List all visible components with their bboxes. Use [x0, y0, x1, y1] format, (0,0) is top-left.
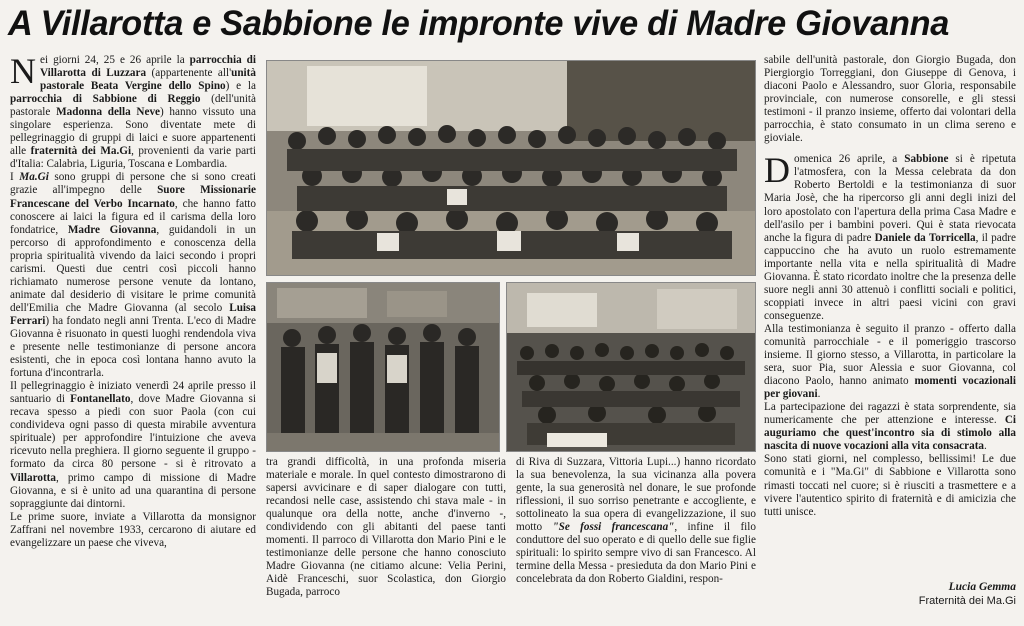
- text-run: si è ripetuta l'atmosfera, con la Messa celebrata da don Roberto Bertoldi e la testimonianza di suor Maria Josè, che ha ripercorso gli anni degli inizi del loro apostolato con l'apertura della prima Casa Madre e dell'asilo per i bambini poveri. Qui è stata rievocata anche la figura di padre: [764, 153, 1016, 244]
- article-headline: A Villarotta e Sabbione le impronte vive di Madre Giovanna: [8, 4, 950, 43]
- text-run: Le prime suore, inviate a Villarotta da monsignor Zaffrani nel novembre 1933, cercarono di aiutare ed evangelizzare un paese che viveva,: [10, 510, 256, 549]
- text-run: I: [10, 171, 20, 184]
- text-run: (appartenente all': [146, 67, 232, 80]
- signature-block: [764, 580, 1016, 608]
- bold-text-run: parrocchia di Sabbione di Reggio: [10, 93, 201, 106]
- text-run: sono gruppi di persone che si sono creati grazie all'impegno delle: [10, 171, 256, 197]
- article-column-4: [764, 54, 1016, 554]
- bold-text-run: Sabbione: [904, 153, 949, 166]
- text-run: .: [817, 388, 821, 401]
- bold-text-run: Villarotta: [10, 471, 56, 484]
- article-column-3: [516, 456, 756, 606]
- bold-text-run: [552, 521, 674, 533]
- bold-text-run: Luisa Ferrari: [10, 301, 256, 327]
- bold-text-run: momenti vocazionali per giovani: [764, 375, 1016, 401]
- paragraph-memories: [516, 456, 756, 586]
- text-run: (dell'unità pastorale: [10, 93, 256, 119]
- bold-text-run: parrocchia di Villarotta di Luzzara: [40, 54, 256, 80]
- text-run: ) ha fondato negli anni Trenta. L'eco di Madre Giovanna è risuonato in questi luoghi rendendola viva e presente nelle testimonianze di persone ancora esistenti, che in epoca così lontana hanno avuto la fortuna d'incontrarla.: [10, 314, 256, 380]
- emphasis-text: Ma.Gi: [19, 171, 49, 184]
- emphasis-text: "Se fossi francescana": [552, 521, 675, 534]
- text-run: ) hanno vissuto una singolare esperienza. Sono diventate mete di pellegrinaggio di gruppi di laici e suore appartenenti alle: [10, 106, 256, 158]
- text-run: Il pellegrinaggio è iniziato venerdì 24 aprile presso il santuario di: [10, 380, 256, 406]
- author-name: Lucia Gemma: [948, 581, 1016, 593]
- text-run: , primo campo di missione di Madre Giovanna, e si è unito ad una quarantina di persone sopraggiunte dai dintorni.: [10, 471, 256, 510]
- text-run: sabile dell'unità pastorale, don Giorgio Bugada, don Piergiorgio Torreggiani, don Giuseppe di Genova, i diaconi Paolo e Alessandro, suor Gloria, responsabile provinciale, con numerose consorelle, e gli stessi testimoni - il pranzo insieme, offerto dai volontari della parrocchia, è stato consumato in un clima sereno e gioviale.: [764, 54, 1016, 145]
- bold-text-run: Fontanellato: [70, 393, 131, 406]
- text-run: , che hanno fatto conoscere ai laici la figura ed il carisma della loro fondatrice,: [10, 197, 256, 236]
- hall-gathering-photo-image: [507, 283, 755, 451]
- text-run: , provenienti da varie parti d'Italia: Calabria, Liguria, Toscana e Lombardia.: [10, 145, 256, 171]
- drop-cap: N: [10, 54, 36, 91]
- text-run: La partecipazione dei ragazzi è stata sorprendente, sia numericamente che per attenzione e interesse.: [764, 401, 1016, 427]
- hall-gathering-photo: [506, 282, 756, 452]
- bold-text-run: Suore Missionarie Francescane del Verbo Incarnato: [10, 184, 256, 210]
- bold-text-run: Madonna della Neve: [56, 106, 161, 119]
- text-run: , dove Madre Giovanna si recava spesso a piedi con suor Paola (con cui condivideva ogni passo di questa mirabile avventura spirituale) per approfondire l'intuizione che aveva ricevuto nella preghiera. Il giorno seguente il gruppo - formato da circa 80 persone - si è ritrovato a: [10, 393, 256, 471]
- paragraph-magi: [10, 171, 256, 380]
- text-run: ei giorni 24, 25 e 26 aprile la: [40, 54, 190, 66]
- paragraph-intro: [10, 54, 256, 171]
- paragraph-sabbione: [764, 150, 1016, 323]
- text-run: Alla testimonianza è seguito il pranzo - offerto dalla comunità parrocchiale - e il pomeriggio trascorso insieme. Il giorno stesso, a Villarotta, in particolare la sera, suor Pia, suor Alessia e suor Giovanna, col diacono Paolo, hanno animato: [764, 322, 1016, 388]
- article-column-1: [10, 54, 256, 594]
- bold-text-run: unità pastorale Beata Vergine dello Spino: [40, 67, 256, 93]
- bold-text-run: [19, 171, 49, 183]
- text-run: di Riva di Suzzara, Vittoria Lupi...) hanno ricordato la sua benevolenza, la sua vicinanza alla povera gente, la sua generosità nel donare, le sue profonde riflessioni, il suo sorriso penetrante e accogliente, e sottolineato la sua opera di evangelizzazione, il suo motto: [516, 456, 756, 534]
- author-organization: Fraternità dei Ma.Gi: [918, 595, 1016, 607]
- text-run: tra grandi difficoltà, in una profonda miseria materiale e morale. In quel contesto dimostrarono di sapersi avvicinare e di saper dialogare con tutti, recandosi nelle case, assistendo chi stava male - in qualunque ora della notte, anche d'inverno -, condividendo con gli abitanti del paese tanti momenti. Il parroco di Villarotta don Mario Pini e le testimonianze delle persone che hanno conosciuto Madre Giovanna (ne citiamo alcune: Velia Perini, Aidè Franceschi, suor Scolastica, don Giorgio Bugada, parroco: [266, 456, 506, 599]
- paragraph-pilgrimage: [10, 380, 256, 510]
- youth-group-photo-image: [267, 283, 499, 451]
- paragraph-testimony: [764, 323, 1016, 401]
- youth-group-photo: [266, 282, 500, 452]
- text-run: .: [984, 440, 987, 453]
- text-run: , guidandoli in un percorso di approfondimento e conoscenza della propria spiritualità vivendo da laici secondo i propri carismi. Questi due centri così piccoli hanno richiamato numerose persone venute da lontano, animate dal desiderio di visitare le prime comunità dell'Emilia che Madre Giovanna (al secolo: [10, 223, 256, 314]
- bold-text-run: Ci auguriamo che quest'incontro sia di stimolo alla nascita di nuove vocazioni alla vita consacrata: [764, 414, 1016, 453]
- group-photo-large-image: [267, 61, 755, 275]
- text-run: omenica 26 aprile, a: [794, 153, 905, 166]
- paragraph-closing: [764, 453, 1016, 518]
- drop-cap-2: D: [764, 150, 790, 191]
- bold-text-run: Madre Giovanna: [67, 223, 157, 236]
- bold-text-run: fraternità dei Ma.Gi: [30, 145, 132, 158]
- paragraph-participation: [764, 401, 1016, 453]
- text-run: Sono stati giorni, nel complesso, bellissimi! Le due comunità e i "Ma.Gi" di Sabbione e Villarotta sono rimasti toccati nel cuore; si è riusciti a trasmettere e a vivere l'autentico spirito di fraternità e di amicizia che tutti unisce.: [764, 453, 1016, 518]
- text-run: , il padre cappuccino che ha avuto un ruolo estremamente importante nella vita e nella spiritualità di Madre Giovanna. È stato ricordato inoltre che la presenza delle suore negli anni 30 attenuò i conflitti sociali e politici, scoppiati invece in altri paesi vicini con gravi conseguenze.: [764, 231, 1016, 322]
- paragraph-difficulties: [266, 456, 506, 600]
- paragraph-first-sisters: [10, 511, 256, 550]
- text-run: , infine il filo conduttore del suo operato e di quello delle sue figlie spirituali: lo spirito sempre vivo di san Francesco. Al termine della Messa - presieduta da don Mario Pini e concelebrata da don Roberto Gialdini, respon-: [516, 521, 756, 586]
- text-run: ) e la: [225, 80, 256, 93]
- paragraph-lunch: [764, 54, 1016, 145]
- bold-text-run: Daniele da Torricella: [874, 231, 976, 244]
- group-photo-large: [266, 60, 756, 276]
- article-column-2: [266, 456, 506, 606]
